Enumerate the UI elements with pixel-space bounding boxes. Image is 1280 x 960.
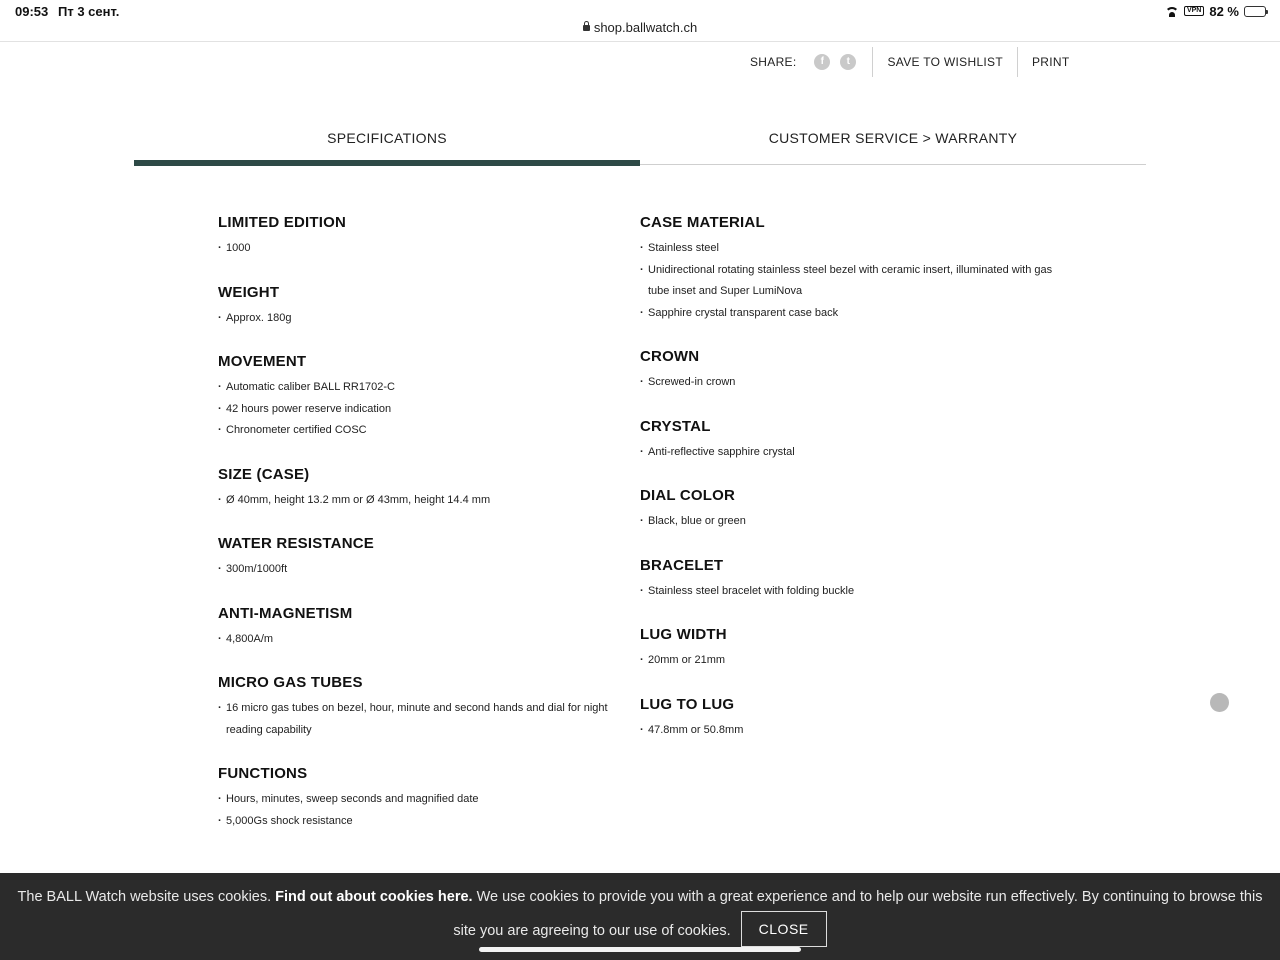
spec-list [640, 581, 1060, 603]
spec-title: CROWN [640, 348, 700, 365]
divider [872, 47, 873, 77]
spec-title: CASE MATERIAL [640, 214, 765, 231]
spec-list [640, 720, 1060, 742]
home-indicator[interactable] [479, 947, 801, 952]
spec-item: · Unidirectional rotating stainless steel bezel with ceramic insert, illuminated with gas tube inset and Super LumiNova [640, 260, 1060, 303]
spec-group [218, 282, 628, 330]
facebook-icon[interactable]: f [814, 54, 830, 70]
spec-item: · 47.8mm or 50.8mm [640, 720, 1060, 742]
cookie-text-end: We use cookies to provide you with a great experience and to help our website run effectively. By continuing to browse this site you are agreeing to our use of cookies. [453, 889, 1263, 939]
spec-title: SIZE (CASE) [218, 465, 310, 483]
spec-item: · Stainless steel [640, 238, 1060, 260]
spec-list [218, 308, 628, 330]
status-date: Пт 3 сент. [58, 4, 120, 19]
spec-item: · 42 hours power reserve indication [218, 399, 628, 421]
specs-right-column [640, 212, 1060, 763]
spec-group [640, 416, 1060, 464]
spec-title: CRYSTAL [640, 417, 711, 435]
cookie-info-link[interactable]: Find out about cookies here. [275, 889, 473, 905]
spec-group [218, 212, 628, 260]
spec-item: · Approx. 180g [218, 308, 628, 330]
twitter-icon[interactable]: t [840, 54, 856, 70]
spec-group [218, 672, 628, 741]
share-label: SHARE: [750, 55, 797, 69]
spec-title: LIMITED EDITION [218, 214, 346, 231]
wifi-icon [1165, 6, 1179, 17]
spec-title: LUG TO LUG [640, 695, 735, 713]
spec-title: ANTI-MAGNETISM [218, 604, 353, 622]
save-to-wishlist-link[interactable]: SAVE TO WISHLIST [887, 55, 1003, 69]
spec-item: · Automatic caliber BALL RR1702-C [218, 377, 628, 399]
spec-title: FUNCTIONS [218, 765, 308, 782]
floating-scroll-button[interactable] [1210, 693, 1229, 712]
spec-group [218, 533, 628, 581]
spec-item: · 16 micro gas tubes on bezel, hour, minute and second hands and dial for night reading capability [218, 698, 628, 741]
spec-item: · 300m/1000ft [218, 559, 628, 581]
status-bar [0, 0, 1280, 42]
address-url: shop.ballwatch.ch [593, 20, 698, 35]
divider [1017, 47, 1018, 77]
cookie-close-button[interactable]: CLOSE [741, 911, 827, 947]
spec-item: · Black, blue or green [640, 511, 1060, 533]
spec-title: DIAL COLOR [640, 487, 736, 504]
status-time: 09:53 [15, 4, 49, 19]
battery-icon [1244, 6, 1266, 17]
spec-list [640, 511, 1060, 533]
spec-group [640, 624, 1060, 672]
product-tabs [134, 110, 1146, 166]
print-link[interactable]: PRINT [1031, 55, 1070, 69]
spec-title: WEIGHT [218, 283, 280, 301]
spec-list [218, 238, 628, 260]
spec-title: LUG WIDTH [640, 626, 727, 643]
spec-group [640, 555, 1060, 603]
address-bar[interactable] [0, 20, 1280, 35]
status-indicators [1165, 4, 1266, 18]
spec-list [218, 789, 628, 832]
spec-group [640, 485, 1060, 533]
spec-list [218, 490, 628, 512]
vpn-badge: VPN [1184, 6, 1204, 16]
specs-left-column [218, 212, 628, 854]
spec-item: · Hours, minutes, sweep seconds and magnified date [218, 789, 628, 811]
spec-group [218, 464, 628, 512]
spec-list [640, 442, 1060, 464]
spec-item: · Chronometer certified COSC [218, 420, 628, 442]
spec-list [218, 629, 628, 651]
cookie-text-start: The BALL Watch website uses cookies. [17, 889, 276, 905]
spec-title: BRACELET [640, 556, 724, 574]
spec-list [218, 377, 628, 442]
spec-title: MICRO GAS TUBES [218, 674, 363, 691]
spec-item: · Ø 40mm, height 13.2 mm or Ø 43mm, height 14.4 mm [218, 490, 628, 512]
spec-group [218, 763, 628, 832]
spec-list [218, 559, 628, 581]
spec-title: MOVEMENT [218, 353, 307, 370]
spec-item: · 20mm or 21mm [640, 650, 1060, 672]
spec-group [218, 603, 628, 651]
spec-group [218, 351, 628, 442]
spec-list [640, 650, 1060, 672]
battery-percent: 82 % [1209, 3, 1239, 19]
spec-item: · Screwed-in crown [640, 372, 1060, 394]
spec-group [640, 212, 1060, 324]
spec-group [640, 694, 1060, 742]
share-bar [750, 47, 1069, 77]
spec-group [640, 346, 1060, 394]
tab-specifications[interactable]: SPECIFICATIONS [327, 130, 447, 146]
spec-list [218, 698, 628, 741]
spec-item: · Anti-reflective sapphire crystal [640, 442, 1060, 464]
spec-item: · 4,800A/m [218, 629, 628, 651]
spec-list [640, 238, 1060, 324]
spec-item: · 1000 [218, 238, 628, 260]
lock-icon [583, 25, 590, 31]
tab-warranty[interactable]: CUSTOMER SERVICE > WARRANTY [768, 130, 1018, 146]
active-tab-indicator [134, 160, 640, 166]
spec-title: WATER RESISTANCE [218, 535, 374, 552]
spec-item: · Stainless steel bracelet with folding buckle [640, 581, 1060, 603]
spec-item: · Sapphire crystal transparent case back [640, 303, 1060, 325]
spec-item: · 5,000Gs shock resistance [218, 811, 628, 833]
spec-list [640, 372, 1060, 394]
